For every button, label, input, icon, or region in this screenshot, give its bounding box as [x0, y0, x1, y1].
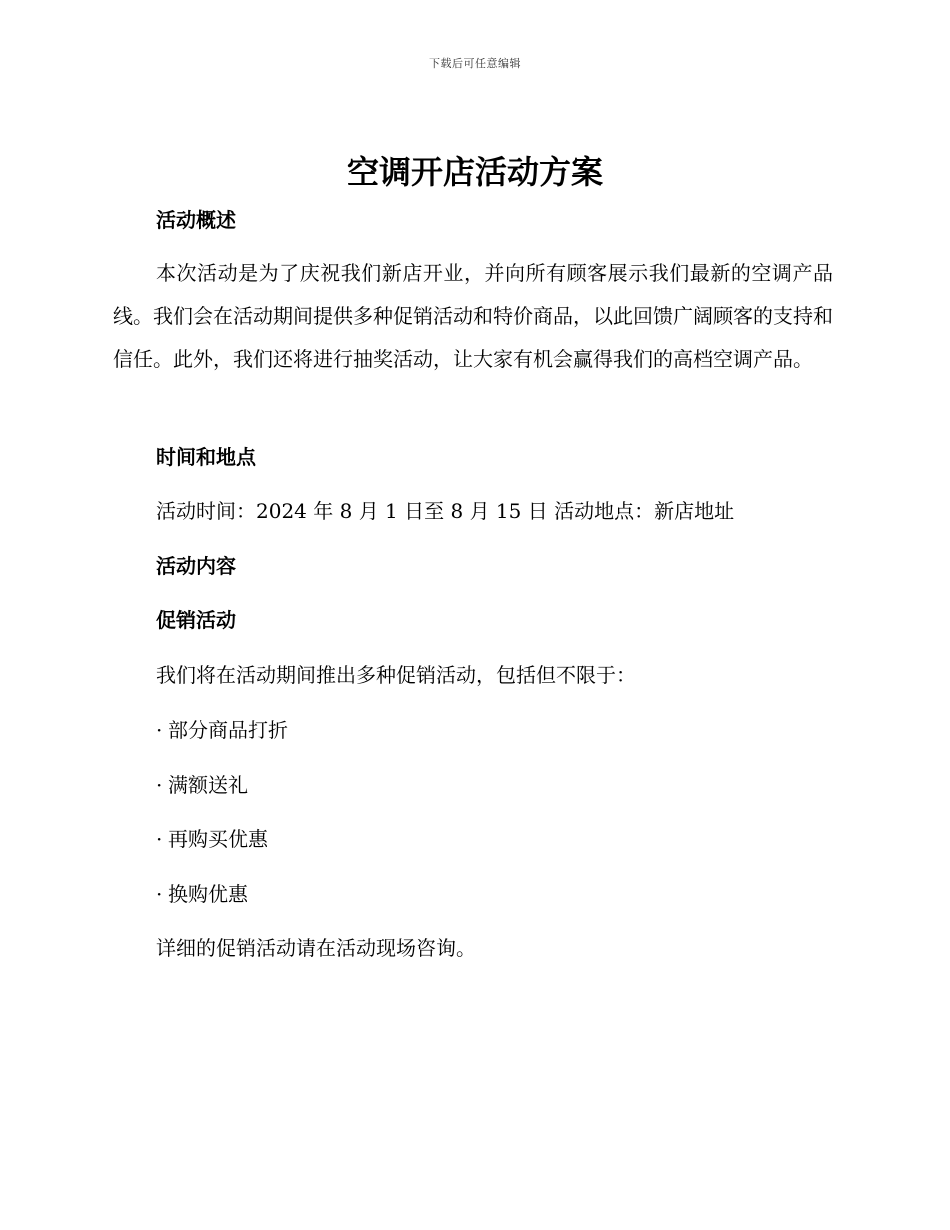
heading-overview: 活动概述 [156, 208, 236, 232]
bullet-icon: · [156, 718, 163, 742]
bullet-icon: · [156, 827, 163, 851]
bullet-icon: · [156, 882, 163, 906]
promotion-intro: 我们将在活动期间推出多种促销活动，包括但不限于： [156, 663, 636, 687]
heading-promotion: 促销活动 [156, 608, 236, 632]
list-item [156, 771, 248, 799]
list-item-label: 部分商品打折 [168, 718, 288, 742]
list-item-label: 满额送礼 [168, 773, 248, 797]
header-note: 下载后可任意编辑 [429, 57, 521, 70]
heading-content: 活动内容 [156, 554, 236, 578]
bullet-icon: · [156, 773, 163, 797]
time-place-line: 活动时间：2024 年 8 月 1 日至 8 月 15 日 活动地点：新店地址 [156, 499, 735, 523]
list-item-label: 再购买优惠 [168, 827, 268, 851]
list-item [156, 825, 268, 853]
promotion-footer: 详细的促销活动请在活动现场咨询。 [156, 936, 476, 960]
list-item [156, 716, 288, 744]
list-item-label: 换购优惠 [168, 882, 248, 906]
document-title: 空调开店活动方案 [346, 153, 603, 191]
overview-paragraph: 本次活动是为了庆祝我们新店开业，并向所有顾客展示我们最新的空调产品线。我们会在活动期间提供多种促销活动和特价商品，以此回馈广阔顾客的支持和信任。此外，我们还将进行抽奖活动，让大家有机会赢得我们的高档空调产品。 [113, 261, 833, 371]
list-item [156, 880, 248, 908]
heading-time-place: 时间和地点 [156, 445, 256, 469]
